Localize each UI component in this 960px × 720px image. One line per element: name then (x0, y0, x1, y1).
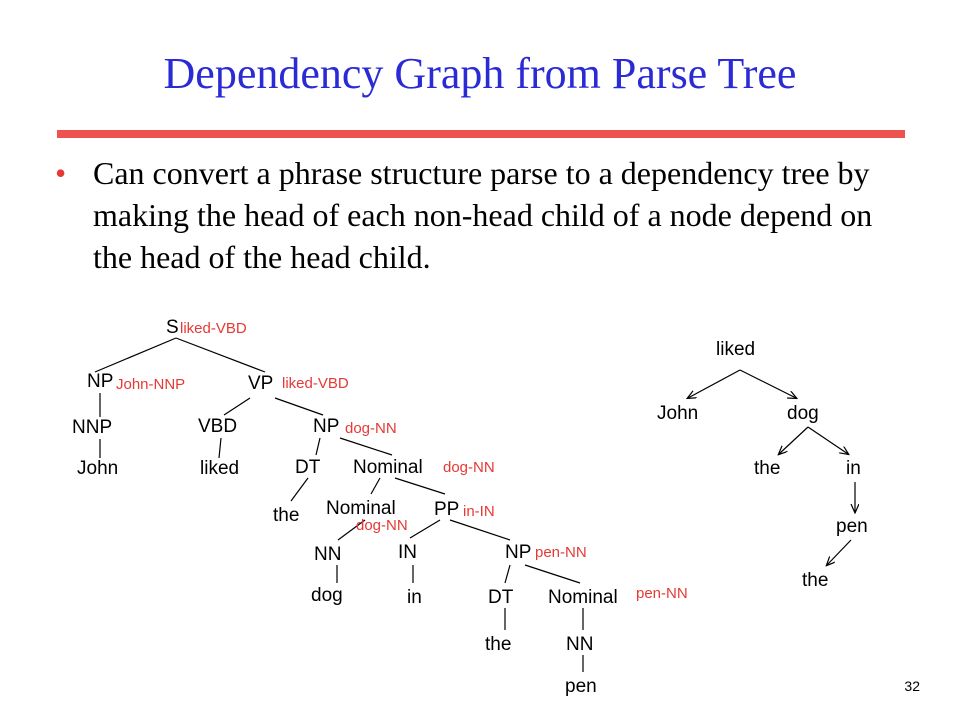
node-nominal2: Nominal (326, 498, 396, 519)
edge-pp-in (410, 520, 440, 538)
head-nominal2: dog-NN (356, 517, 408, 534)
head-vp: liked-VBD (282, 375, 349, 392)
node-nominal1: Nominal (353, 457, 423, 478)
word-the1: the (273, 505, 300, 526)
dep-word-the1: the (754, 458, 781, 479)
dep-word-in: in (846, 458, 861, 479)
node-in: IN (398, 542, 417, 563)
node-vp: VP (248, 373, 274, 394)
node-s: S (166, 317, 179, 338)
page-number: 32 (904, 678, 920, 694)
node-dt2: DT (488, 587, 514, 608)
head-nominal3: pen-NN (636, 585, 688, 602)
edge-vbd-liked (219, 438, 221, 458)
head-pp: in-IN (463, 503, 495, 520)
dep-word-john: John (657, 403, 699, 424)
edge-dt-the (291, 478, 308, 501)
edge-np3-dt2 (505, 565, 510, 583)
dep-edge-liked-john (688, 370, 740, 398)
parse-tree-labels (72, 317, 688, 697)
node-pp: PP (434, 499, 460, 520)
edge-np2-nominal (340, 438, 392, 455)
edge-pp-np3 (450, 520, 510, 540)
node-np2: NP (313, 416, 340, 437)
head-nominal1: dog-NN (443, 459, 495, 476)
node-nn1: NN (314, 544, 342, 565)
edge-vp-vbd (224, 398, 250, 415)
head-np1: John-NNP (116, 376, 186, 393)
dep-word-the2: the (802, 570, 829, 591)
edge-s-vp (176, 338, 265, 372)
dep-edge-dog-the (779, 427, 808, 454)
dependency-words (657, 339, 868, 591)
node-np3: NP (505, 542, 532, 563)
edge-nominal-nominal2 (371, 478, 380, 494)
dep-word-dog: dog (787, 403, 819, 424)
word-the2: the (485, 634, 512, 655)
dep-word-pen: pen (836, 516, 868, 537)
node-nn2: NN (566, 634, 594, 655)
dep-word-liked: liked (716, 339, 756, 360)
word-pen: pen (565, 676, 597, 697)
edge-np2-dt (316, 438, 320, 455)
word-dog: dog (311, 585, 343, 606)
node-np1: NP (87, 371, 114, 392)
head-s: liked-VBD (180, 320, 247, 337)
edge-np3-nominal3 (525, 565, 580, 583)
word-liked: liked (200, 458, 240, 479)
dep-edge-dog-in (808, 427, 848, 454)
edge-s-np (95, 338, 176, 372)
head-np2: dog-NN (345, 420, 397, 437)
dep-edge-liked-dog (740, 370, 796, 398)
dep-edge-pen-the (827, 540, 851, 565)
word-john: John (77, 458, 119, 479)
bullet-text: Can convert a phrase structure parse to a dependency tree by making the head of each non-head child of a node depend on the head of the head child. (93, 155, 873, 275)
slide-title: Dependency Graph from Parse Tree (163, 49, 797, 98)
word-in: in (407, 587, 422, 608)
head-np3: pen-NN (535, 544, 587, 561)
edge-vp-np2 (275, 398, 323, 415)
bullet-dot-icon: • (55, 155, 67, 191)
node-dt1: DT (295, 457, 321, 478)
edge-nominal-pp (395, 478, 445, 494)
node-nnp: NNP (72, 417, 113, 438)
node-nominal3: Nominal (548, 587, 618, 608)
node-vbd: VBD (198, 416, 238, 437)
